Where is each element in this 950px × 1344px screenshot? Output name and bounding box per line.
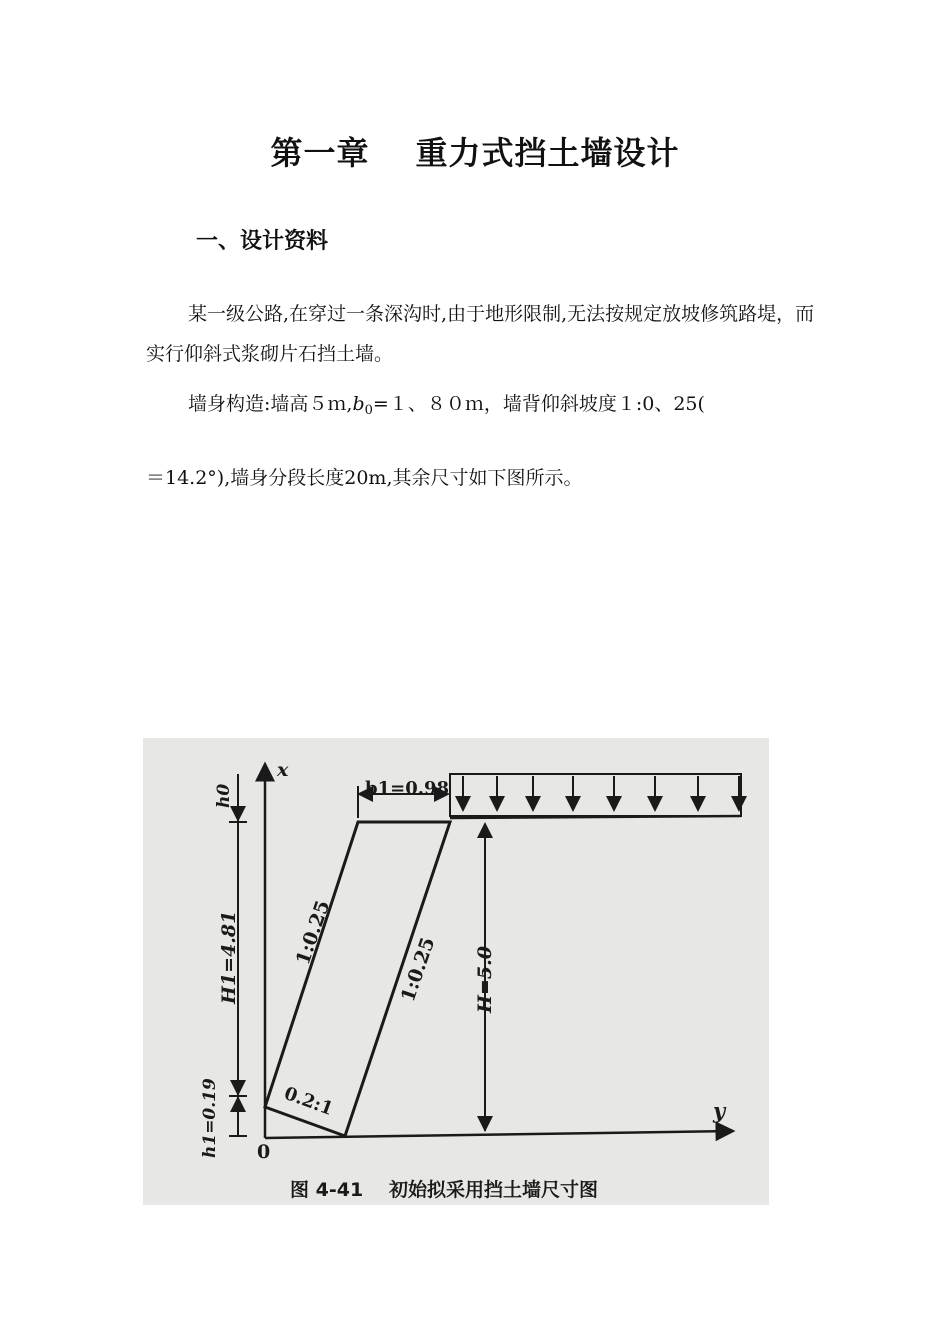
origin-label: 0 — [257, 1141, 271, 1163]
paragraph-1-text: 某一级公路,在穿过一条深沟时,由于地形限制,无法按规定放坡修筑路堤，而实行仰斜式浆砌片石挡土墙。 — [146, 303, 815, 365]
b1-label: b1=0.98 — [365, 778, 450, 799]
H-label: H=5.0 — [474, 946, 496, 1013]
paragraph-2-subscript: 0 — [364, 403, 373, 418]
x-axis-label: x — [277, 759, 289, 781]
figure-caption: 初始拟采用挡土墙尺寸图 — [389, 1179, 599, 1201]
y-axis-label: y — [713, 1098, 726, 1123]
base-slope-label: 0.2:1 — [281, 1082, 336, 1120]
chapter-number: 第一章 — [270, 134, 370, 172]
paragraph-2-variable: b — [352, 393, 365, 415]
wall-dimension-figure — [143, 738, 769, 1205]
h1-label: h1=0.19 — [200, 1078, 220, 1158]
h0-label: h0 — [214, 783, 234, 808]
chapter-name: 重力式挡土墙设计 — [415, 134, 680, 172]
chapter-title — [0, 128, 950, 174]
paragraph-2 — [146, 384, 816, 431]
paragraph-2-text-a: 墙身构造:墙高５ｍ, — [188, 393, 353, 415]
paragraph-1 — [146, 294, 816, 374]
figure-number: 图 4-41 — [290, 1179, 364, 1201]
paragraph-2-text-b: =１、８０ｍ，墙背仰斜坡度１:0、25( — [372, 393, 705, 415]
paragraph-3: ＝14.2°),墙身分段长度20m,其余尺寸如下图所示。 — [146, 467, 583, 489]
section-title: 一、设计资料 — [196, 229, 329, 254]
wall-diagram — [143, 738, 769, 1205]
H1-label: H1=4.81 — [218, 910, 240, 1004]
back-slope-label: 1:0.25 — [291, 897, 335, 968]
face-slope-label: 1:0.25 — [396, 934, 440, 1005]
